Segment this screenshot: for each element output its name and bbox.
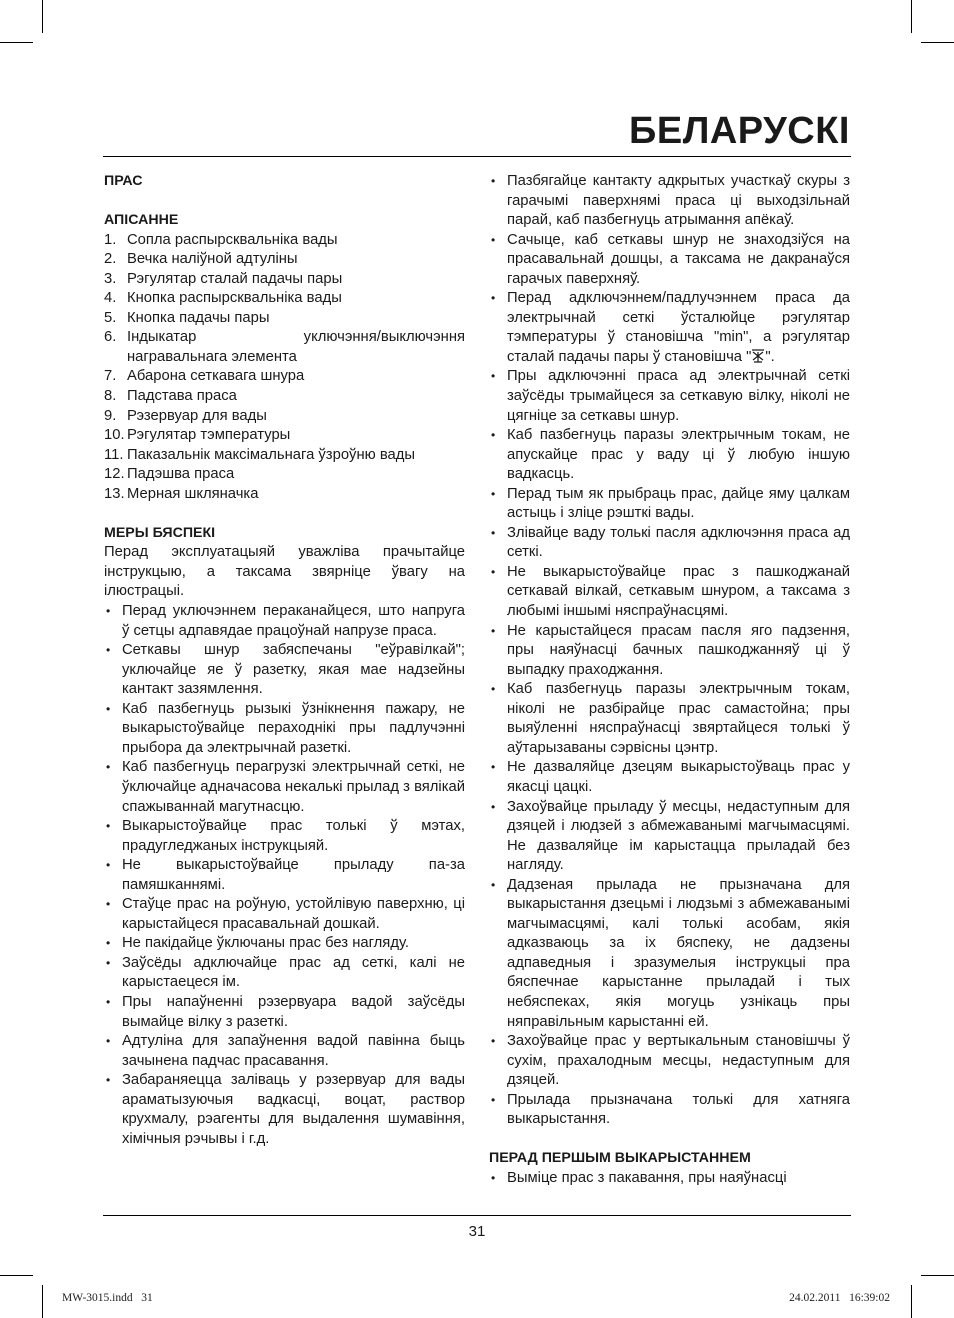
first-use-list — [489, 1169, 850, 1189]
list-item: • Каб пазбегнуць паразы электрычным токам, не апускайце прас у ваду ці ў любую іншую вадкасць. — [491, 427, 850, 483]
list-item: 3. Рэгулятар сталай падачы пары — [104, 270, 343, 287]
safety-intro: Перад эксплуатацыяй уважліва прачытайце інструкцыю, а таксама звярніце ўвагу на ілюстрацыі. — [104, 544, 465, 600]
list-item: • Не выкарыстоўвайце прыладу па-за памяшканнямі. — [106, 857, 465, 893]
list-item: • Не пакідайце ўключаны прас без нагляду. — [106, 935, 409, 952]
list-item: • Прылада прызначана толькі для хатняга выкарыстання. — [491, 1091, 850, 1128]
list-item: 11. Паказальнік максімальнага ўзроўню вады — [104, 446, 416, 463]
list-item: • Забараняецца заліваць у рэзервуар для вады араматызуючыя вадкасці, воцат, раствор крухмалу, рэагенты для выдалення шумавіння, хімічныя рэчывы і г.д. — [106, 1072, 465, 1147]
list-item: 1. Сопла распырсквальніка вады — [104, 231, 338, 248]
crop-mark — [911, 0, 912, 33]
list-item: 4. Кнопка распырсквальніка вады — [104, 290, 342, 307]
list-item: • Адтуліна для запаўнення вадой павінна быць зачынена падчас прасавання. — [106, 1033, 465, 1069]
crop-mark — [42, 0, 43, 33]
crop-mark — [921, 1275, 954, 1276]
list-item: • Перад тым як прыбраць прас, дайце яму цалкам астыць і зліце рэшткі вады. — [491, 485, 850, 522]
list-item: • Перад адключэннем/падлучэннем праса да электрычнай сеткі ўсталюйце рэгулятар тэмпературы ў становішча "min", а рэгулятар сталай падачы пары ў становішча " ". — [491, 290, 850, 365]
list-item: 12. Падэшва праса — [104, 466, 235, 483]
crop-mark — [0, 42, 33, 43]
list-item: • Выміце прас з пакавання, пры наяўнасці — [491, 1169, 787, 1186]
list-item: • Не дазваляйце дзецям выкарыстоўваць прас у якасці цацкі. — [491, 759, 850, 795]
list-item: • Каб пазбегнуць рызыкі ўзнікнення пажару, не выкарыстоўвайце пераходнікі пры падлучэнні прыбора да электрычнай разеткі. — [106, 700, 465, 756]
section-heading-first-use: ПЕРАД ПЕРШЫМ ВЫКАРЫСТАННЕМ — [489, 1150, 751, 1167]
safety-list-continued — [489, 172, 850, 1130]
crop-mark — [0, 1275, 33, 1276]
list-item: • Каб пазбегнуць перагрузкі электрычнай сеткі, не ўключайце адначасова некалькі прылад з вялікай спажываннай магутнасцю. — [106, 759, 465, 815]
list-item: • Захоўвайце прас у вертыкальным становішчы ў сухім, прахалодным месцы, недаступным для дзяцей. — [491, 1033, 850, 1089]
list-item: • Перад уключэннем пераканайцеся, што напруга ў сетцы адпавядае працоўнай напрузе праса. — [106, 603, 465, 639]
list-item: • Сеткавы шнур забяспечаны "еўравілкай"; уключайце яе ў разетку, якая мае надзейны кантакт зазямлення. — [106, 642, 465, 698]
list-item: 6. Індыкатар уключэння/выключэння награвальнага элемента — [104, 329, 465, 365]
list-item: • Дадзеная прылада не прызначана для выкарыстання дзецьмі і людзьмі з абмежаванымі магчымасцямі, калі толькі асобам, якія адказваюць за іх бяспеку, не дадзены адпаведныя і зразумелыя інструкцыі пра бяспечнае карыстанне прыладай і тых небяспеках, якія могуць узнікаць пры няправільным карыстанні ей. — [491, 876, 850, 1030]
list-item: • Не карыстайцеся прасам пасля яго падзення, пры наяўнасці бачных пашкоджанняў ці ў выпадку праходжання. — [491, 622, 850, 678]
list-item: • Пазбягайце кантакту адкрытых участкаў скуры з гарачымі паверхнямі праса ці выходзільнай парай, каб пазбегнуць атрымання апёкаў. — [491, 173, 850, 229]
file-slug: MW-3015.indd 31 — [62, 1292, 153, 1304]
footer-rule — [103, 1215, 851, 1216]
list-item: • Сачыце, каб сеткавы шнур не знаходзіўся на прасавальнай дошцы, а таксама не дакранаўся гарачых паверхняў. — [491, 231, 850, 287]
list-item: 7. Абарона сеткавага шнура — [104, 368, 305, 385]
crop-mark — [911, 1285, 912, 1318]
list-item: 2. Вечка наліўной адтуліны — [104, 251, 298, 268]
page-number: 31 — [468, 1223, 486, 1240]
list-item: 10. Рэгулятар тэмпературы — [104, 427, 291, 444]
parts-list — [104, 231, 465, 505]
right-column — [489, 172, 850, 1188]
crop-mark — [921, 42, 954, 43]
list-item: • Каб пазбегнуць паразы электрычным токам, ніколі не разбірайце прас самастойна; пры выяўленні няспраўнасці звяртайцеся толькі ў аўтарызаваны сэрвісны цэнтр. — [491, 681, 850, 756]
safety-list — [104, 602, 465, 1149]
list-item: 5. Кнопка падачы пары — [104, 309, 270, 326]
list-item: • Стаўце прас на роўную, устойлівую паверхню, ці карыстайцеся прасавальнай дошкай. — [106, 896, 465, 932]
list-item: 9. Рэзервуар для вады — [104, 407, 267, 424]
section-heading-iron: ПРАС — [104, 173, 143, 189]
list-item: • Пры адключэнні праса ад электрычнай сеткі заўсёды трымайцеся за сеткавую вілку, ніколі не цягніце за сеткавы шнур. — [491, 368, 850, 424]
list-item: • Не выкарыстоўвайце прас з пашкоджанай сеткавай вілкай, сеткавым шнуром, а таксама з любымі іншымі няспраўнасцямі. — [491, 563, 850, 620]
section-heading-safety: МЕРЫ БЯСПЕКІ — [104, 524, 216, 541]
crop-mark — [42, 1285, 43, 1318]
left-column — [104, 172, 465, 1149]
section-heading-description: АПІСАННЕ — [104, 212, 179, 229]
page-title: БЕЛАРУСКІ — [629, 110, 850, 152]
header-rule — [103, 156, 851, 157]
list-item: • Злівайце ваду толькі пасля адключэння праса ад сеткі. — [491, 524, 850, 561]
list-item: • Выкарыстоўвайце прас толькі ў мэтах, прадугледжаных інструкцыяй. — [106, 818, 465, 854]
list-item: • Пры напаўненні рэзервуара вадой заўсёды вымайце вілку з разеткі. — [106, 993, 465, 1030]
list-item: • Захоўвайце прыладу ў месцы, недаступным для дзяцей і людзей з абмежаванымі магчымасцямі. Не дазваляйце ім карыстацца прыладай без нагляду. — [491, 798, 850, 874]
list-item: • Заўсёды адключайце прас ад сеткі, калі не карыстаецеся ім. — [106, 954, 465, 991]
list-item: 13. Мерная шкляначка — [104, 485, 259, 502]
date-slug: 24.02.2011 16:39:02 — [789, 1292, 890, 1304]
steam-symbol-icon — [751, 348, 765, 363]
list-item: 8. Падстава праса — [104, 388, 237, 405]
